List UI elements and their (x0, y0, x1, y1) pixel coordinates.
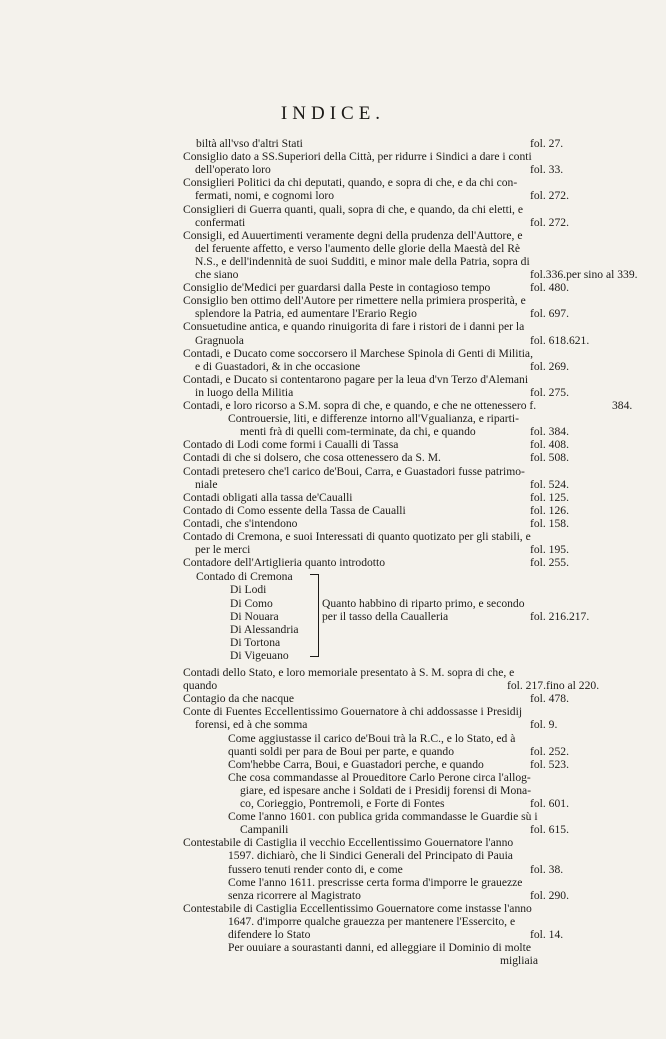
entry-text: per il tasso della Caualleria (322, 609, 449, 623)
folio-reference: fol. 384. (530, 425, 569, 439)
index-entry (0, 294, 666, 308)
index-entry (0, 465, 666, 479)
entry-text: e di Guastadori, & in che occasione (195, 359, 361, 373)
entry-text: Contado di Como essente della Tassa de Caualli (183, 503, 406, 517)
folio-reference: fol. 38. (530, 862, 564, 876)
index-entry (0, 203, 666, 217)
entry-text: Gragnuola (195, 333, 244, 347)
entry-text: Come l'anno 1601. con publica grida commandasse le Guardie sù i (228, 810, 538, 824)
index-entry (0, 530, 666, 544)
folio-reference: 384. (612, 399, 633, 412)
index-entry (0, 491, 666, 505)
entry-text: Consiglieri di Guerra quanti, quali, sopra di che, e quando, da chi eletti, e (183, 202, 523, 216)
entry-text: per le merci (195, 543, 251, 557)
folio-reference: fol. 408. (530, 438, 569, 452)
entry-text: Contadi, e Ducato si contentarono pagare per la leua d'vn Terzo d'Alemani (183, 372, 529, 386)
entry-text: Contadi, e Ducato come soccorsero il Marchese Spinola di Genti di Militia, (183, 346, 533, 360)
folio-reference: fol. 697. (530, 307, 569, 321)
entry-text: quando (183, 679, 218, 693)
entry-text: del feruente affetto, e verso l'aumento delle glorie della Maestà del Rè (195, 241, 521, 255)
index-entry (0, 810, 666, 824)
index-entry (0, 451, 666, 465)
folio-reference: fol.336.per sino al 339. (530, 268, 638, 281)
index-entry (0, 150, 666, 164)
index-entry (0, 281, 666, 295)
entry-text: Consiglio ben ottimo dell'Autore per rimettere nella primiera prosperità, e (183, 294, 526, 308)
index-entry (0, 823, 666, 837)
index-entry (0, 623, 666, 637)
entry-text: Di Vigeuano (230, 648, 289, 662)
index-entry (0, 649, 666, 663)
entry-text: quanti soldi per para de Boui per parte, e quando (228, 744, 455, 758)
entry-text: Contadore dell'Artiglieria quanto introdotto (183, 556, 386, 570)
folio-reference: fol. 601. (530, 797, 569, 810)
folio-reference: fol. 618.621. (530, 333, 590, 347)
index-entry (0, 849, 666, 863)
index-entry (0, 242, 666, 256)
entry-text: Come aggiustasse il carico de'Boui trà la R.C., e lo Stato, ed à (228, 731, 516, 745)
index-entry (0, 718, 666, 732)
folio-reference: fol. 252. (530, 744, 569, 758)
index-entry (0, 876, 666, 890)
entry-text: giare, ed ispesare anche i Soldati de i Presidij forensi di Mona- (240, 783, 532, 797)
folio-reference: fol. 480. (530, 281, 569, 295)
entry-text: in luogo della Militia (195, 385, 294, 399)
index-entry (0, 863, 666, 877)
page-title: INDICE. (280, 103, 386, 124)
entry-text: splendore la Patria, ed aumentare l'Erario Regio (195, 307, 417, 321)
entry-text: menti frà di quelli com-terminate, da chi, e quando (240, 425, 476, 439)
entry-text: che siano (195, 268, 239, 281)
entry-text: Contadi dello Stato, e loro memoriale presentato à S. M. sopra di che, e (183, 666, 515, 679)
entry-text: Di Nouara (230, 609, 279, 623)
index-entry (0, 478, 666, 492)
index-entry (0, 176, 666, 190)
entry-text: Campanili (240, 823, 289, 837)
entry-text: biltà all'vso d'altri Stati (196, 137, 303, 150)
folio-reference: fol. 524. (530, 477, 569, 491)
entry-text: Contestabile di Castiglia il vecchio Eccellentissimo Gouernatore l'anno (183, 836, 514, 850)
index-entry (0, 666, 666, 680)
index-entry (0, 692, 666, 706)
entry-text: Consiglieri Politici da chi deputati, quando, e sopra di che, e da chi con- (183, 176, 518, 190)
index-entry (0, 610, 666, 624)
index-entry (0, 784, 666, 798)
entry-text: N.S., e dell'indennità de suoi Sudditi, e minor male della Patria, sopra di (195, 254, 530, 268)
index-entry (0, 902, 666, 916)
entry-text: niale (195, 477, 218, 491)
folio-reference: fol. 290. (530, 888, 569, 902)
index-entry (0, 163, 666, 177)
entry-text: 1597. dichiarò, che li Sindici Generali del Principato di Pauia (228, 849, 513, 863)
index-entry (0, 915, 666, 929)
folio-reference: fol. 125. (530, 490, 569, 504)
entry-text: Contadi di che si dolsero, che cosa ottenessero da S. M. (183, 451, 441, 465)
entry-text: forensi, ed à che somma (195, 718, 308, 732)
index-entry (0, 679, 666, 693)
entry-text: Contadi, e loro ricorso a S.M. sopra di che, e quando, e che ne ottenessero f. (183, 399, 537, 412)
folio-reference: fol. 27. (530, 137, 564, 150)
index-entry (0, 636, 666, 650)
index-entry (0, 307, 666, 321)
entry-text: difendere lo Stato (228, 928, 311, 941)
entry-text: Contadi obligati alla tassa de'Caualli (183, 490, 353, 504)
entry-text: senza ricorrere al Magistrato (228, 888, 361, 902)
entry-text: Quanto habbino di riparto primo, e secondo (322, 596, 525, 610)
index-entry (0, 797, 666, 811)
index-entry (0, 771, 666, 785)
entry-text: co, Corieggio, Pontremoli, e Forte di Fontes (240, 797, 445, 810)
index-entry (0, 137, 666, 151)
entry-text: Consuetudine antica, e quando rinuigorita di fare i ristori de i danni per la (183, 320, 525, 334)
folio-reference: fol. 217.fino al 220. (507, 679, 600, 693)
entry-text: Contado di Cremona (196, 570, 293, 584)
folio-reference: fol. 272. (530, 189, 569, 203)
index-entry (0, 758, 666, 772)
index-entry (0, 836, 666, 850)
entry-text: migliaia (500, 954, 538, 968)
folio-reference: fol. 615. (530, 823, 569, 837)
index-entry (0, 373, 666, 387)
entry-text: fussero tenuti render conto di, e come (228, 862, 403, 876)
entry-text: Com'hebbe Carra, Boui, e Guastadori perche, e quando (228, 757, 484, 771)
index-entry (0, 347, 666, 361)
entry-text: Come l'anno 1611. prescrisse certa forma d'imporre le grauezze (228, 875, 523, 889)
index-entry (0, 954, 666, 968)
index-entry (0, 732, 666, 746)
entry-text: dell'operato loro (195, 163, 271, 177)
entry-text: Contestabile di Castiglia Eccellentissimo Gouernatore come instasse l'anno (183, 901, 532, 915)
folio-reference: fol. 478. (530, 692, 569, 706)
folio-reference: fol. 216.217. (530, 609, 590, 623)
folio-reference: fol. 272. (530, 215, 569, 229)
index-entry (0, 412, 666, 426)
index-entry (0, 399, 666, 413)
entry-text: Contado di Lodi come formi i Caualli di Tassa (183, 438, 399, 452)
entry-text: Consiglio de'Medici per guardarsi dalla Peste in contagioso tempo (183, 281, 491, 295)
index-entry (0, 705, 666, 719)
index-entry (0, 334, 666, 348)
folio-reference: fol. 9. (530, 718, 558, 732)
entry-text: Consiglio dato a SS.Superiori della Città, per ridurre i Sindici a dare i conti (183, 150, 532, 164)
entry-text: Controuersie, liti, e differenze intorno all'Vgualianza, e riparti- (228, 412, 519, 426)
index-entry (0, 229, 666, 243)
index-entry (0, 928, 666, 942)
index-entry (0, 543, 666, 557)
folio-reference: fol. 14. (530, 928, 564, 941)
entry-text: 1647. d'imporre qualche grauezza per mantenere l'Essercito, e (228, 914, 516, 928)
index-entry (0, 320, 666, 334)
index-entry (0, 556, 666, 570)
folio-reference: fol. 269. (530, 359, 569, 373)
folio-reference: fol. 158. (530, 516, 569, 530)
entry-text: confermati (195, 215, 246, 229)
entry-text: Consigli, ed Auuertimenti veramente degni della prudenza dell'Auttore, e (183, 228, 523, 242)
entry-text: Conte di Fuentes Eccellentissimo Gouernatore à chi addossasse i Presidij (183, 705, 523, 719)
entry-text: fermati, nomi, e cognomi loro (195, 189, 335, 203)
entry-text: Contado di Cremona, e suoi Interessati di quanto quotizato per gli stabili, e (183, 530, 531, 543)
index-entry (0, 583, 666, 597)
folio-reference: fol. 508. (530, 451, 569, 465)
index-entry (0, 189, 666, 203)
index-entry (0, 889, 666, 903)
folio-reference: fol. 126. (530, 503, 569, 517)
folio-reference: fol. 255. (530, 556, 569, 570)
index-entry (0, 216, 666, 230)
entry-text: Contadi, che s'intendono (183, 516, 298, 530)
entry-text: Per ouuiare a sourastanti danni, ed alleggiare il Dominio di molte (228, 941, 531, 955)
folio-reference: fol. 195. (530, 543, 569, 557)
index-entry (0, 570, 666, 584)
entry-text: Contadi pretesero che'l carico de'Boui, Carra, e Guastadori fusse patrimo- (183, 464, 525, 478)
index-entry (0, 504, 666, 518)
index-entry (0, 255, 666, 269)
index-entry (0, 597, 666, 611)
folio-reference: fol. 33. (530, 163, 564, 177)
entry-text: Che cosa commandasse al Proueditore Carlo Perone circa l'allog- (228, 770, 531, 784)
index-entry (0, 360, 666, 374)
index-entry (0, 425, 666, 439)
entry-text: Di Lodi (230, 583, 267, 597)
folio-reference: fol. 275. (530, 385, 569, 399)
index-entry (0, 438, 666, 452)
entry-text: Contagio da che nacque (183, 692, 295, 706)
index-entry (0, 268, 666, 282)
index-entry (0, 941, 666, 955)
index-entry (0, 386, 666, 400)
entry-text: Di Tortona (230, 635, 281, 649)
index-entry (0, 517, 666, 531)
entry-text: Di Alessandria (230, 622, 299, 636)
folio-reference: fol. 523. (530, 757, 569, 771)
index-entry (0, 745, 666, 759)
entry-text: Di Como (230, 596, 273, 610)
